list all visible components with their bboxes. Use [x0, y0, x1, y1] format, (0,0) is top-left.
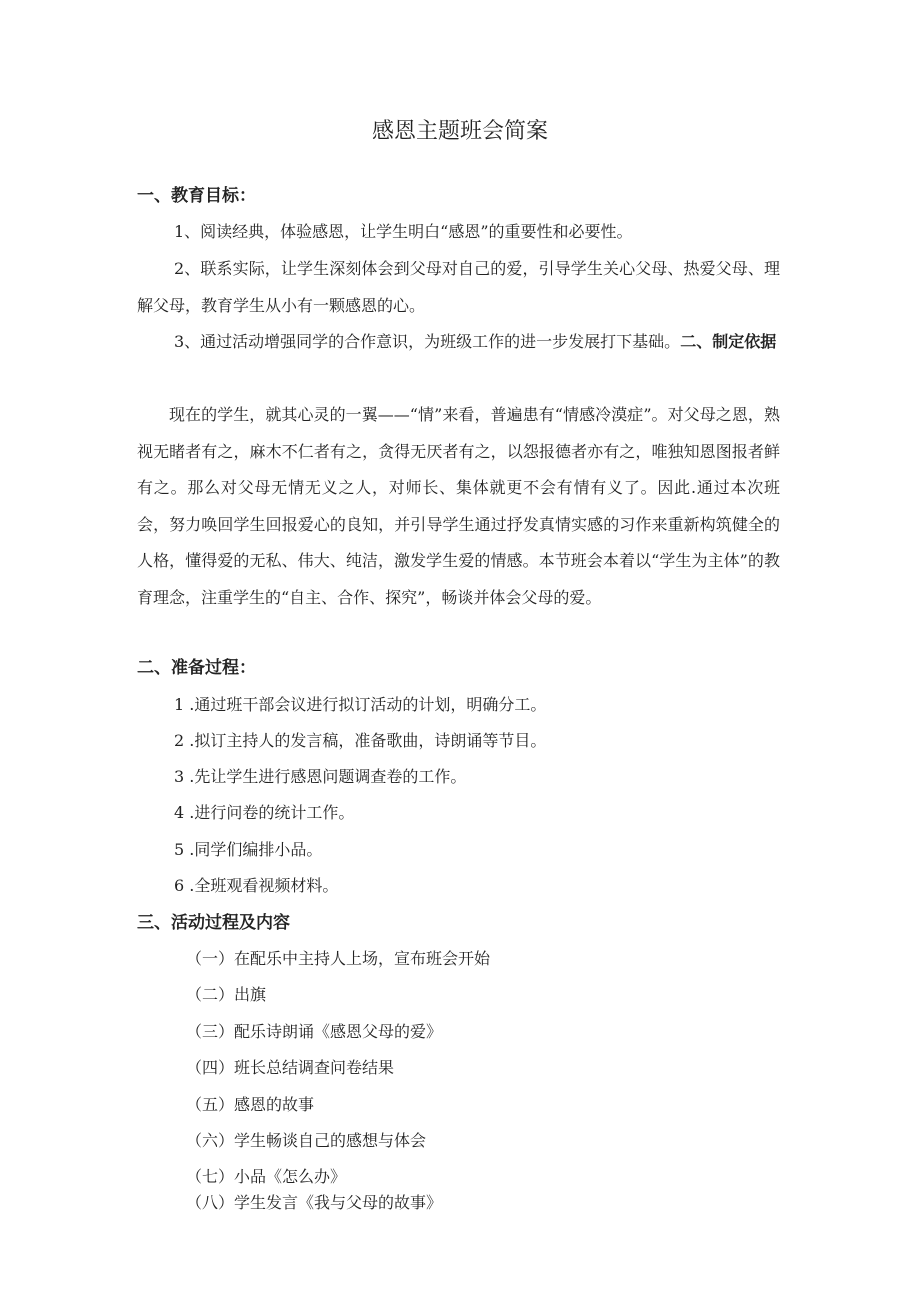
document-title: 感恩主题班会简案 — [371, 119, 548, 144]
activity-item-2: （二）出旗 — [186, 985, 267, 1004]
goal-item-3-text: 3、通过活动增强同学的合作意识，为班级工作的进一步发展打下基础。 — [174, 332, 681, 351]
prep-item-6: 6 .全班观看视频材料。 — [174, 876, 339, 895]
prep-item-4: 4 .进行问卷的统计工作。 — [174, 803, 355, 822]
basis-paragraph: 现在的学生，就其心灵的一翼——“情”来看，普遍患有“情感冷漠症”。对父母之恩，熟视无睹者有之，麻木不仁者有之，贪得无厌者有之，以怨报德者亦有之，唯独知恩图报者鲜有之。那么对父母无情无义之人，对师长、集体就更不会有情有义了。因此.通过本次班会，努力唤回学生回报爱心的良知，并引导学生通过抒发真情实感的习作来重新构筑健全的人格，懂得爱的无私、伟大、纯洁，激发学生爱的情感。本节班会本着以“学生为主体”的教育理念，注重学生的“自主、合作、探究”，畅谈并体会父母的爱。 — [137, 405, 780, 607]
goal-item-2: 2、联系实际，让学生深刻体会到父母对自己的爱，引导学生关心父母、热爱父母、理解父母，教育学生从小有一颗感恩的心。 — [137, 259, 780, 315]
activity-item-3: （三）配乐诗朗诵《感恩父母的爱》 — [186, 1022, 443, 1041]
activity-item-8: （八）学生发言《我与父母的故事》 — [186, 1193, 443, 1212]
activity-item-7: （七）小品《怎么办》 — [186, 1167, 347, 1186]
activity-item-4: （四）班长总结调查问卷结果 — [186, 1058, 395, 1077]
activity-item-5: （五）感恩的故事 — [186, 1095, 315, 1114]
section-heading-basis: 二、制定依据 — [680, 332, 777, 351]
goal-item-3-with-inline-heading — [137, 324, 780, 361]
prep-item-2: 2 .拟订主持人的发言稿，准备歌曲，诗朗诵等节目。 — [174, 731, 547, 750]
section-heading-activity-process: 三、活动过程及内容 — [137, 913, 290, 933]
activity-item-1: （一）在配乐中主持人上场，宣布班会开始 — [186, 949, 491, 968]
section-heading-preparation: 二、准备过程： — [137, 658, 256, 678]
prep-item-3: 3 .先让学生进行感恩问题调查卷的工作。 — [174, 767, 467, 786]
section-heading-education-goals: 一、教育目标： — [137, 186, 256, 206]
prep-item-1: 1 .通过班干部会议进行拟订活动的计划，明确分工。 — [174, 695, 547, 714]
prep-item-5: 5 .同学们编排小品。 — [174, 840, 323, 859]
goal-item-1: 1、阅读经典，体验感恩，让学生明白“感恩”的重要性和必要性。 — [174, 222, 633, 241]
activity-item-6: （六）学生畅谈自己的感想与体会 — [186, 1131, 427, 1150]
